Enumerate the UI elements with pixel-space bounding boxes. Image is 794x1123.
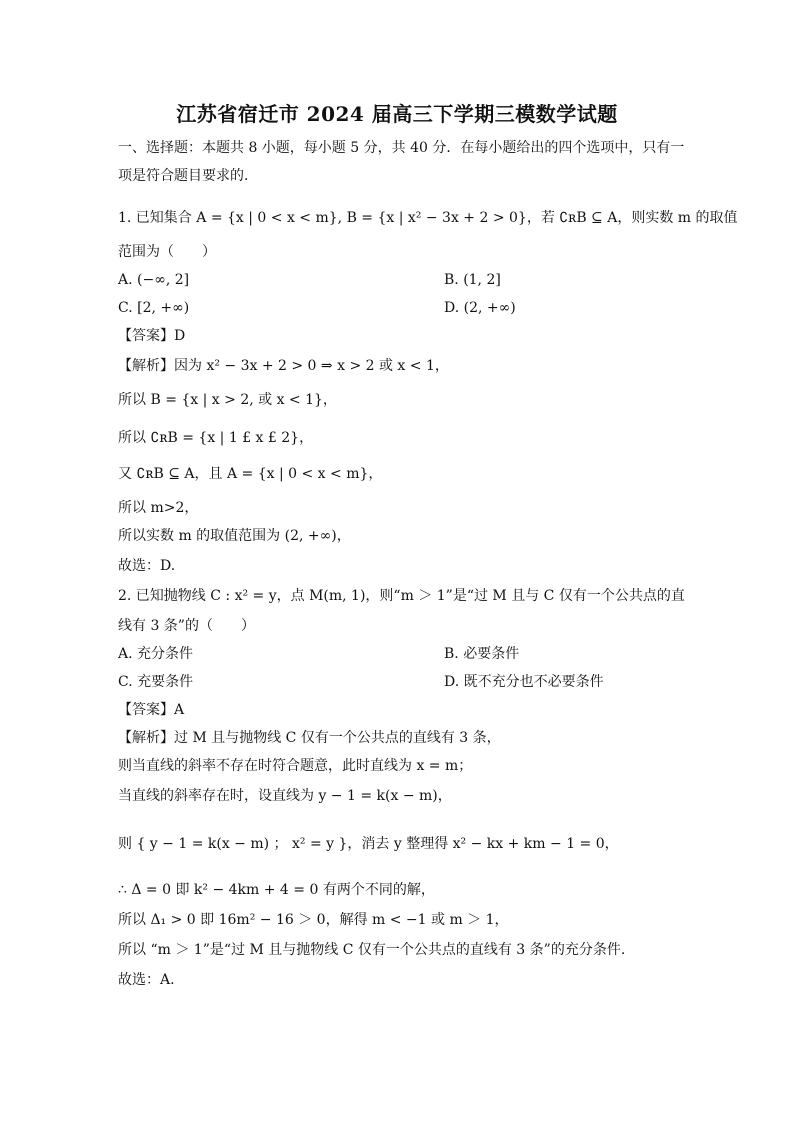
q1-analysis-line: 所以 B = {x | x > 2, 或 x < 1}， (118, 392, 337, 408)
q2-option-b: B. 必要条件 (444, 646, 520, 662)
q1-analysis-line: 【解析】因为 x² − 3x + 2 > 0 ⇒ x > 2 或 x < 1， (118, 358, 449, 374)
q1-option-b: B. (1, 2] (444, 272, 501, 288)
q2-stem-line1: 2. 已知抛物线 C : x² = y，点 M(m, 1)，则“m ＞ 1”是“过 M 且与 C 仅有一个公共点的直 (118, 588, 685, 604)
q2-answer: 【答案】A (118, 702, 185, 718)
q2-analysis-line: 故选：A. (118, 972, 175, 988)
q1-stem-line1: 1. 已知集合 A = {x | 0 < x < m}, B = {x | x² − 3x + 2 > 0}，若 ∁ʀB ⊆ A，则实数 m 的取值 (118, 210, 738, 226)
q2-analysis-line: 则 { y − 1 = k(x − m) ； x² = y }，消去 y 整理得 x² − kx + km − 1 = 0， (118, 836, 619, 852)
q1-analysis-line: 故选：D. (118, 558, 176, 574)
q1-analysis-line: 所以实数 m 的取值范围为 (2, +∞)， (118, 528, 351, 544)
section-instructions-line1: 一、选择题：本题共 8 小题，每小题 5 分，共 40 分．在每小题给出的四个选项中，只有一 (118, 140, 685, 156)
q1-option-c: C. [2, +∞) (118, 300, 190, 316)
q1-analysis-line: 又 ∁ʀB ⊆ A，且 A = {x | 0 < x < m}， (118, 466, 383, 482)
q2-option-c: C. 充要条件 (118, 674, 194, 690)
q1-analysis-line: 所以 m>2， (118, 500, 199, 516)
q2-stem-line2: 线有 3 条”的（ ） (118, 618, 255, 634)
q2-analysis-line: ∴ Δ = 0 即 k² − 4km + 4 = 0 有两个不同的解， (118, 882, 435, 898)
q1-analysis-line: 所以 ∁ʀB = {x | 1 £ x £ 2}， (118, 430, 314, 446)
page-title: 江苏省宿迁市 2024 届高三下学期三模数学试题 (176, 102, 618, 126)
q1-stem-line2: 范围为（ ） (118, 244, 216, 260)
q2-analysis-line: 【解析】过 M 且与抛物线 C 仅有一个公共点的直线有 3 条， (118, 730, 501, 746)
q2-analysis-line: 所以 “m ＞ 1”是“过 M 且与抛物线 C 仅有一个公共点的直线有 3 条”的充分条件. (118, 942, 626, 958)
q2-option-d: D. 既不充分也不必要条件 (444, 674, 604, 690)
q1-option-d: D. (2, +∞) (444, 300, 516, 316)
q2-analysis-line: 当直线的斜率存在时，设直线为 y − 1 = k(x − m)， (118, 788, 452, 804)
q2-analysis-line: 则当直线的斜率不存在时符合题意，此时直线为 x = m； (118, 758, 473, 774)
q1-answer: 【答案】D (118, 328, 186, 344)
q1-option-a: A. (−∞, 2] (118, 272, 190, 288)
q2-option-a: A. 充分条件 (118, 646, 194, 662)
q2-analysis-line: 所以 Δ₁ > 0 即 16m² − 16 ＞ 0，解得 m < −1 或 m ＞ 1， (118, 912, 509, 928)
section-instructions-line2: 项是符合题目要求的． (118, 168, 258, 184)
